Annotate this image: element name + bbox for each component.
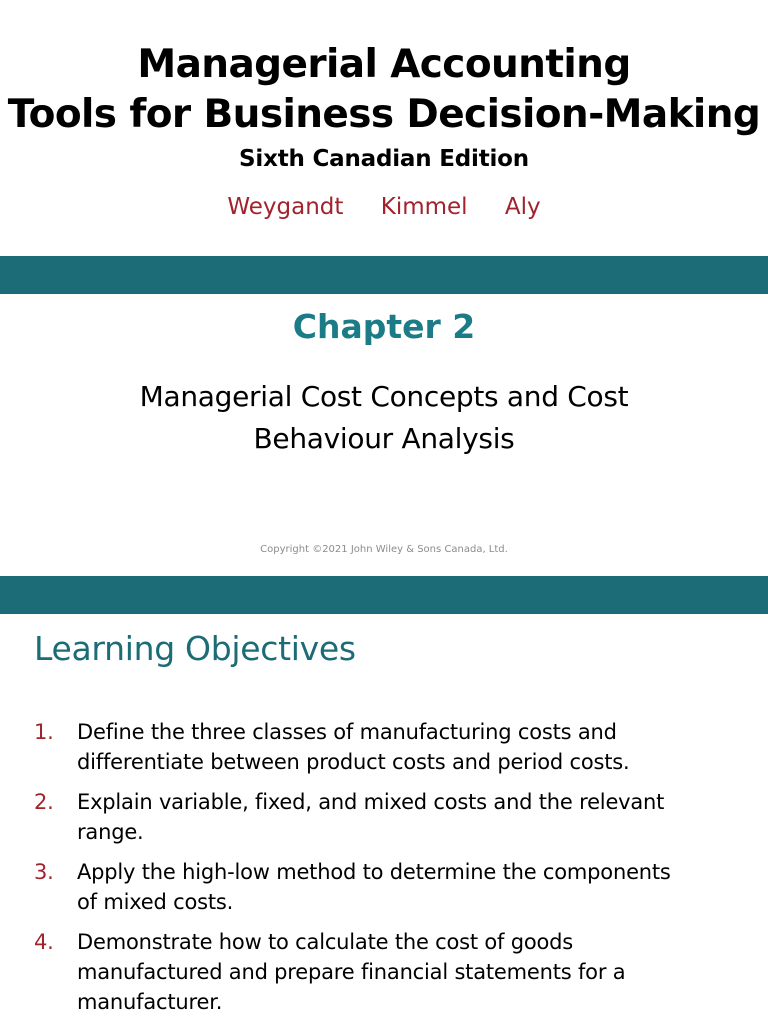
objective-item-1 <box>34 717 744 777</box>
objective-text-line: manufactured and prepare financial statements for a <box>77 960 626 984</box>
objective-item-4 <box>34 927 744 1017</box>
objective-item-2 <box>34 787 744 847</box>
objective-text-line: Apply the high-low method to determine the components <box>77 860 671 884</box>
divider-band-bottom <box>0 576 768 614</box>
author-aly: Aly <box>504 194 541 220</box>
objective-number: 4. <box>34 930 54 954</box>
objective-number: 1. <box>34 720 54 744</box>
author-kimmel: Kimmel <box>380 194 468 220</box>
authors <box>0 192 768 222</box>
edition-label: Sixth Canadian Edition <box>239 146 529 172</box>
chapter-label: Chapter 2 <box>292 307 476 346</box>
copyright-notice: Copyright ©2021 John Wiley & Sons Canada, Ltd. <box>260 544 508 555</box>
objective-text-line: manufacturer. <box>77 990 223 1014</box>
objective-text-line: Define the three classes of manufacturing costs and <box>77 720 617 744</box>
objective-number: 2. <box>34 790 54 814</box>
objective-number: 3. <box>34 860 54 884</box>
divider-band-top <box>0 256 768 294</box>
book-title-line-2: Tools for Business Decision-Making <box>7 92 761 137</box>
learning-objectives-heading: Learning Objectives <box>34 629 356 668</box>
objective-text-line: of mixed costs. <box>77 890 234 914</box>
objective-text-line: Explain variable, fixed, and mixed costs and the relevant <box>77 790 665 814</box>
author-weygandt: Weygandt <box>227 194 344 220</box>
learning-objectives-list <box>34 717 744 1024</box>
chapter-title-line-1: Managerial Cost Concepts and Cost <box>139 380 629 413</box>
title-block <box>0 40 768 222</box>
chapter-title <box>80 376 688 460</box>
chapter-title-line-2: Behaviour Analysis <box>253 422 515 455</box>
objective-text-line: range. <box>77 820 144 844</box>
objective-text-line: differentiate between product costs and period costs. <box>77 750 630 774</box>
book-title-line-1: Managerial Accounting <box>137 42 631 87</box>
objective-text-line: Demonstrate how to calculate the cost of goods <box>77 930 574 954</box>
objective-item-3 <box>34 857 744 917</box>
